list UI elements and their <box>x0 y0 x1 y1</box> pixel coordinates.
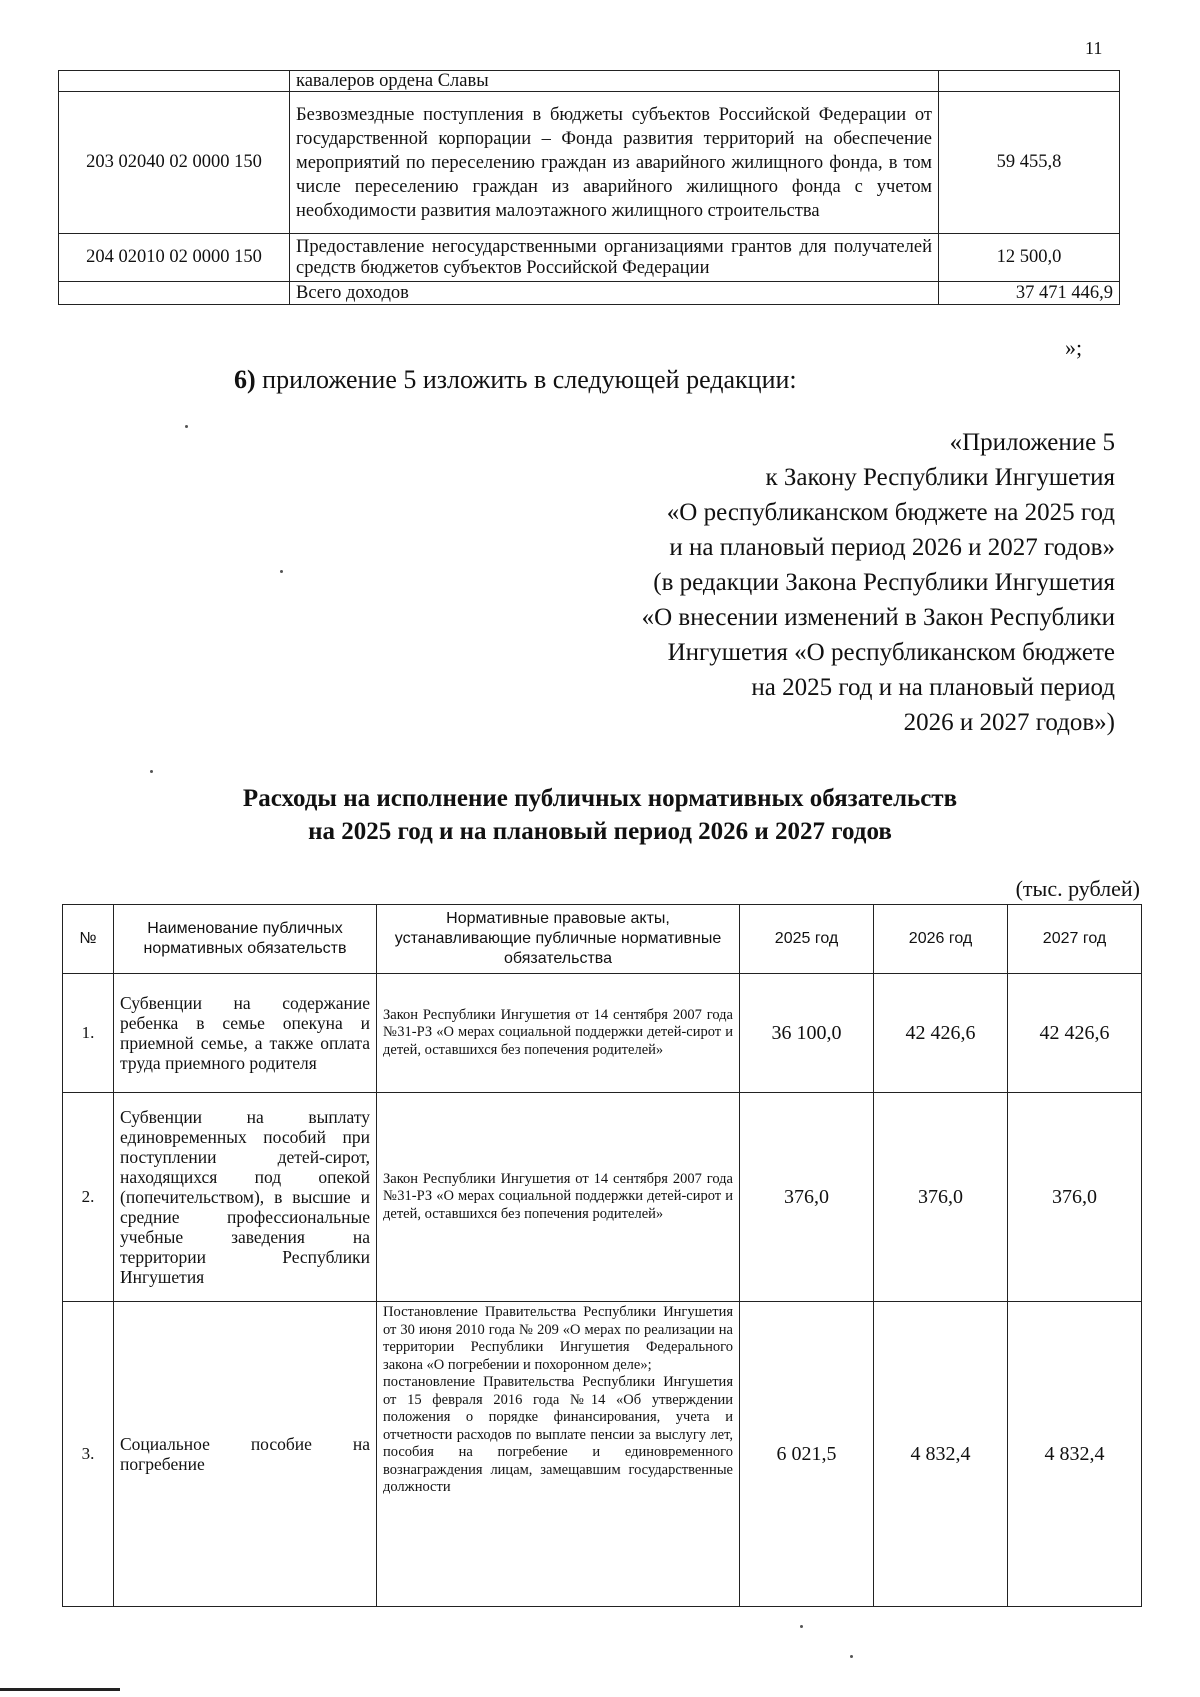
page-number: 11 <box>1085 38 1103 58</box>
row-number: 1. <box>63 974 114 1093</box>
income-name-cell: Безвозмездные поступления в бюджеты субъектов Российской Федерации от государственной корпорации – Фонда развития территорий на обеспечение мероприятий по переселению граждан из аварийного жилищного фонда, в том числе переселению граждан из аварийного жилищного фонда с учетом необходимости развития малоэтажного жилищного строительства <box>290 92 939 234</box>
header-num: № <box>63 905 114 974</box>
value-2027: 42 426,6 <box>1008 974 1142 1093</box>
appendix-line: и на плановый период 2026 и 2027 годов» <box>669 534 1115 561</box>
legal-acts <box>377 974 740 1093</box>
value-2026: 376,0 <box>874 1093 1008 1302</box>
scan-speck <box>800 1625 803 1628</box>
obligations-table <box>62 904 1142 1607</box>
row-number: 3. <box>63 1302 114 1607</box>
legal-acts <box>377 1093 740 1302</box>
row-number: 2. <box>63 1093 114 1302</box>
table-row <box>63 1093 1142 1302</box>
title-line-2: на 2025 год и на плановый период 2026 и 2027 годов <box>308 818 892 845</box>
instruction-number: 6) <box>234 365 256 394</box>
table-row <box>59 92 1120 234</box>
appendix-line: к Закону Республики Ингушетия <box>765 464 1115 491</box>
total-label-cell: Всего доходов <box>290 282 939 305</box>
budget-code-cell <box>59 282 290 305</box>
table-header-row <box>63 905 1142 974</box>
income-table <box>58 70 1120 305</box>
appendix-line: 2026 и 2027 годов») <box>903 709 1115 736</box>
value-2027: 376,0 <box>1008 1093 1142 1302</box>
value-2027: 4 832,4 <box>1008 1302 1142 1607</box>
unit-label: (тыс. рублей) <box>1015 876 1140 901</box>
header-2026: 2026 год <box>874 905 1008 974</box>
obligation-name: Субвенции на выплату единовременных пособий при поступлении детей-сирот, находящихся под опекой (попечительством), в высшие и средние профессиональные учебные заведения на территории Республики Ингушетия <box>114 1093 377 1302</box>
amount-cell <box>939 71 1120 92</box>
header-name: Наименование публичных нормативных обязательств <box>114 905 377 974</box>
appendix-line: (в редакции Закона Республики Ингушетия <box>653 569 1115 596</box>
total-amount-cell: 37 471 446,9 <box>939 282 1120 305</box>
income-name-cell: кавалеров ордена Славы <box>290 71 939 92</box>
income-name-cell: Предоставление негосударственными организациями грантов для получателей средств бюджетов субъектов Российской Федерации <box>290 234 939 282</box>
header-2025: 2025 год <box>740 905 874 974</box>
total-row <box>59 282 1120 305</box>
legal-act-text: Закон Республики Ингушетия от 14 сентября 2007 года №31-РЗ «О мерах социальной поддержки детей-сирот и детей, оставшихся без попечения родителей» <box>383 1170 733 1222</box>
value-2025: 376,0 <box>740 1093 874 1302</box>
amount-cell: 12 500,0 <box>939 234 1120 282</box>
appendix-line: «Приложение 5 <box>949 429 1115 456</box>
table-row <box>63 1302 1142 1607</box>
amendment-instruction <box>234 365 797 395</box>
appendix-line: «О республиканском бюджете на 2025 год <box>666 499 1115 526</box>
scan-speck <box>850 1655 853 1658</box>
scan-speck <box>280 570 283 573</box>
instruction-text: приложение 5 изложить в следующей редакции: <box>262 365 797 394</box>
legal-acts <box>377 1302 740 1607</box>
table-row <box>63 974 1142 1093</box>
budget-code-cell: 203 02040 02 0000 150 <box>59 92 290 234</box>
value-2025: 36 100,0 <box>740 974 874 1093</box>
obligation-name: Социальное пособие на погребение <box>114 1302 377 1607</box>
budget-code-cell <box>59 71 290 92</box>
title-line-1: Расходы на исполнение публичных нормативных обязательств <box>242 785 958 812</box>
header-2027: 2027 год <box>1008 905 1142 974</box>
table-row <box>59 234 1120 282</box>
obligation-name: Субвенции на содержание ребенка в семье опекуна и приемной семье, а также оплата труда приемного родителя <box>114 974 377 1093</box>
legal-act-text: постановление Правительства Республики Ингушетия от 15 февраля 2016 года №14 «Об утверждении положения о порядке финансирования, учета и отчетности расходов по выплате пенсии за выслугу лет, пособия на погребение и единовременного вознаграждения лицам, замещавшим государственные должности <box>383 1374 733 1495</box>
header-acts: Нормативные правовые акты, устанавливающие публичные нормативные обязательства <box>377 905 740 974</box>
appendix-line: «О внесении изменений в Закон Республики <box>641 604 1115 631</box>
budget-code-cell: 204 02010 02 0000 150 <box>59 234 290 282</box>
value-2026: 4 832,4 <box>874 1302 1008 1607</box>
appendix-line: на 2025 год и на плановый период <box>751 674 1115 701</box>
legal-act-text: Постановление Правительства Республики Ингушетия от 30 июня 2010 года № 209 «О мерах по реализации на территории Республики Ингушетия Федерального закона «О погребении и похоронном деле»; <box>383 1304 733 1373</box>
closing-quote: »; <box>1065 335 1083 360</box>
value-2026: 42 426,6 <box>874 974 1008 1093</box>
scan-edge-mark <box>0 1688 120 1691</box>
scan-speck <box>185 425 188 428</box>
legal-act-text: Закон Республики Ингушетия от 14 сентября 2007 года №31-РЗ «О мерах социальной поддержки детей-сирот и детей, оставшихся без попечения родителей» <box>383 1006 733 1058</box>
amount-cell: 59 455,8 <box>939 92 1120 234</box>
appendix-line: Ингушетия «О республиканском бюджете <box>667 639 1115 666</box>
table-row <box>59 71 1120 92</box>
scan-speck <box>150 770 153 773</box>
value-2025: 6 021,5 <box>740 1302 874 1607</box>
appendix-header <box>642 425 1115 740</box>
document-title <box>0 782 1200 848</box>
